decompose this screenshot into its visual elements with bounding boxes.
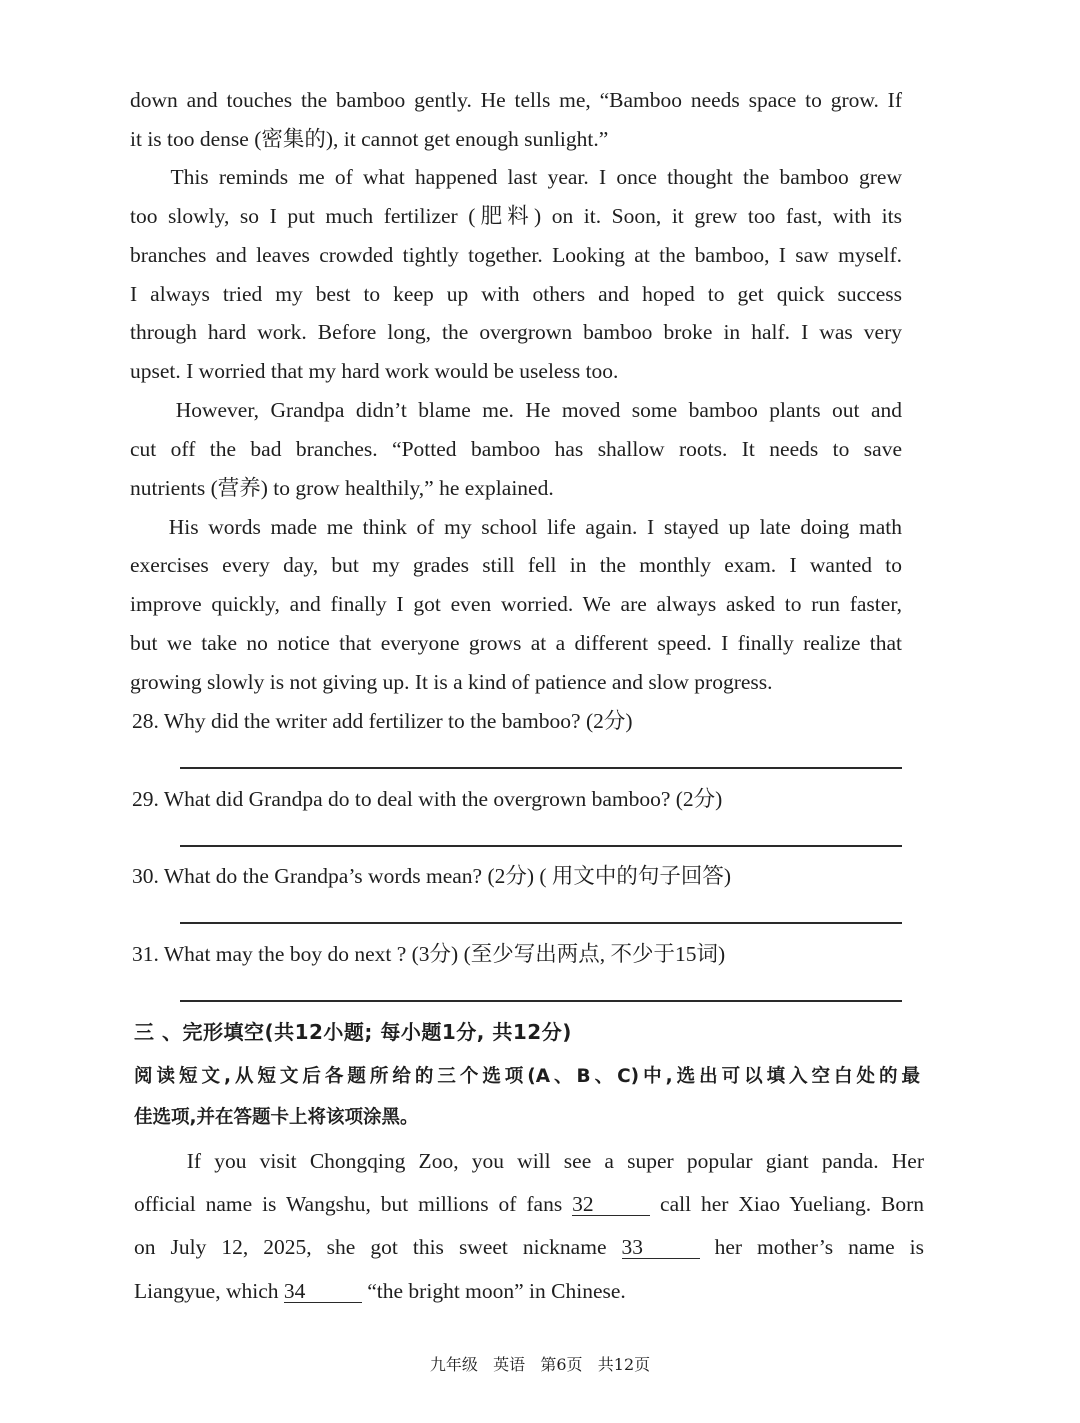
question-31: 31. What may the boy do next ? (3分) (至少写出两点, 不少于15词) [132,942,726,966]
question-29: 29. What did Grandpa do to deal with the overgrown bamboo? (2分) [132,787,723,811]
passage-line: exercises every day, but my grades still fell in the monthly exam. I wanted to [130,553,902,577]
blank-34[interactable]: 34 [284,1280,362,1303]
passage-line: branches and leaves crowded tightly together. Looking at the bamboo, I saw myself. [130,243,902,267]
cloze-line [134,1277,924,1305]
blank-33[interactable]: 33 [622,1236,700,1259]
cloze-line: If you visit Chongqing Zoo, you will see a super popular giant panda. Her [134,1149,924,1173]
cloze-text: “the bright moon” in Chinese. [367,1279,626,1303]
passage-line: However, Grandpa didn’t blame me. He moved some bamboo plants out and [130,398,902,422]
passage-line: through hard work. Before long, the overgrown bamboo broke in half. I was very [130,320,902,344]
answer-line-28[interactable] [180,767,902,769]
instruction-line: 阅读短文,从短文后各题所给的三个选项(A、B、C)中,选出可以填入空白处的最 [134,1066,920,1087]
passage-line: nutrients (营养) to grow healthily,” he explained. [130,476,554,500]
passage-line: but we take no notice that everyone grows at a different speed. I finally realize that [130,631,902,655]
page-footer: 九年级 英语 第6页 共12页 [429,1355,651,1374]
passage-line: This reminds me of what happened last year. I once thought the bamboo grew [130,165,902,189]
cloze-line [134,1190,924,1218]
question-28: 28. Why did the writer add fertilizer to the bamboo? (2分) [132,709,633,733]
passage-line: I always tried my best to keep up with others and hoped to get quick success [130,282,902,306]
passage-line: it is too dense (密集的), it cannot get enough sunlight.” [130,127,609,151]
cloze-text: call her Xiao Yueliang. Born [660,1192,924,1216]
blank-32[interactable]: 32 [572,1193,650,1216]
answer-line-31[interactable] [180,1000,902,1002]
passage-line: down and touches the bamboo gently. He tells me, “Bamboo needs space to grow. If [130,88,902,112]
answer-line-29[interactable] [180,845,902,847]
passage-line: too slowly, so I put much fertilizer (肥料) on it. Soon, it grew too fast, with its [130,204,902,228]
cloze-text: official name is Wangshu, but millions of fans [134,1192,563,1216]
section-title: 三 、完形填空(共12小题; 每小题1分, 共12分) [134,1020,572,1044]
instruction-line: 佳选项,并在答题卡上将该项涂黑。 [134,1107,419,1128]
cloze-text: on July 12, 2025, she got this sweet nickname [134,1235,607,1259]
passage-line: improve quickly, and finally I got even worried. We are always asked to run faster, [130,592,902,616]
cloze-line [134,1233,924,1261]
passage-line: cut off the bad branches. “Potted bamboo has shallow roots. It needs to save [130,437,902,461]
passage-line: growing slowly is not giving up. It is a kind of patience and slow progress. [130,670,773,694]
cloze-text: her mother’s name is [714,1235,925,1259]
passage-line: His words made me think of my school life again. I stayed up late doing math [130,515,902,539]
passage-line: upset. I worried that my hard work would be useless too. [130,359,619,383]
question-30: 30. What do the Grandpa’s words mean? (2分) ( 用文中的句子回答) [132,864,732,888]
cloze-text: Liangyue, which [134,1279,279,1303]
answer-line-30[interactable] [180,922,902,924]
